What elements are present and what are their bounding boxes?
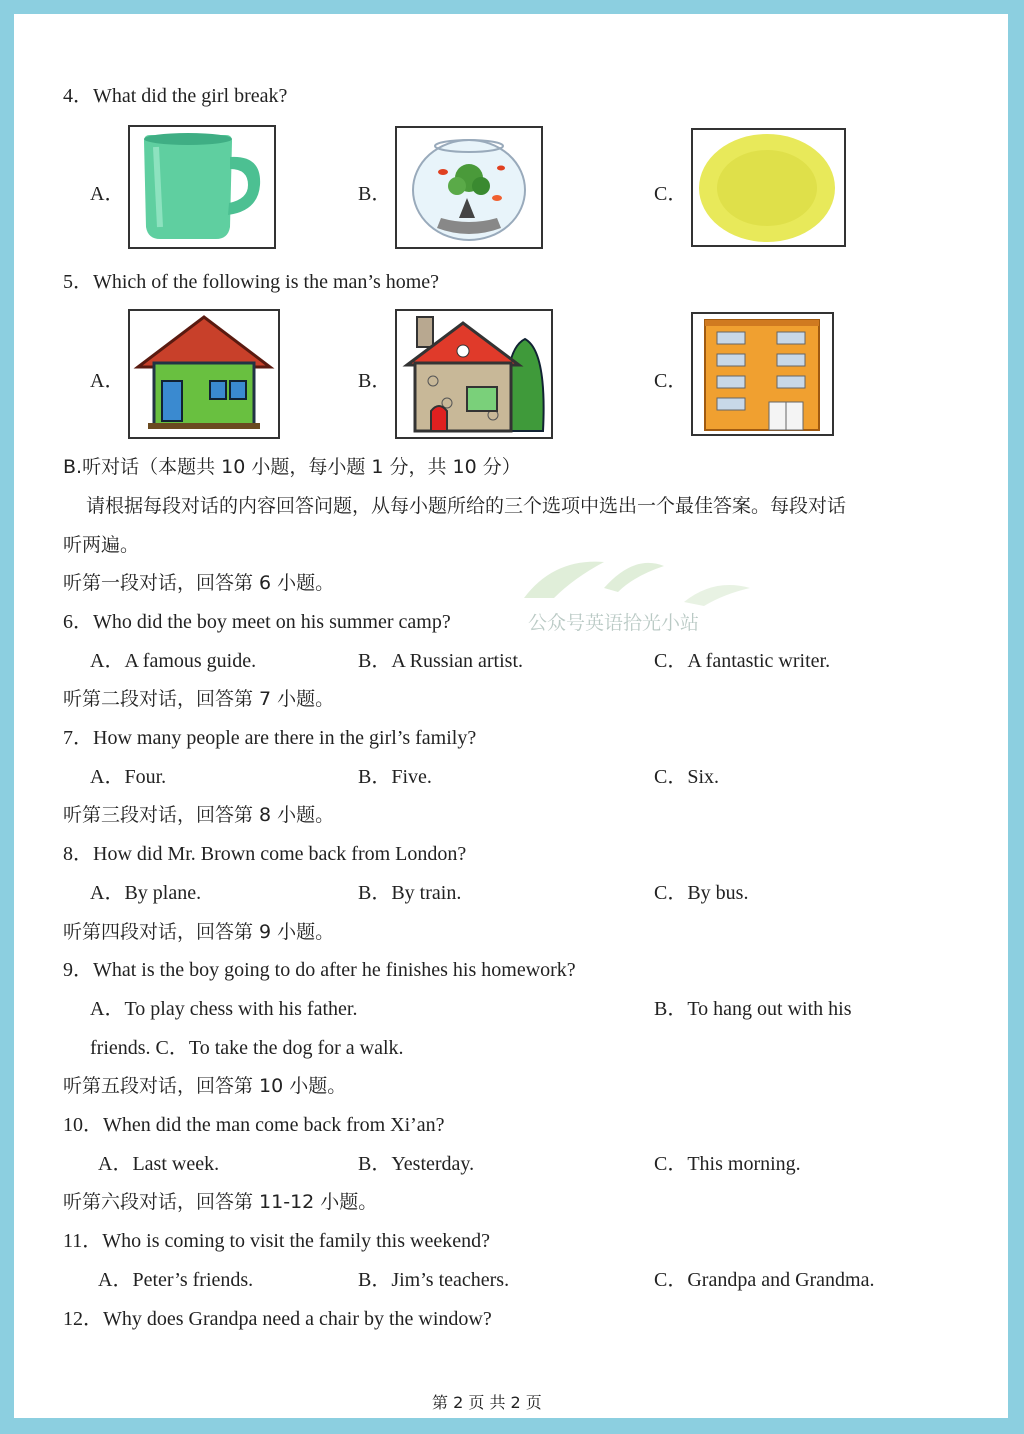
q11-option-c: C．Grandpa and Grandma. [654,1269,875,1291]
q5-option-c-label: C． [654,370,688,392]
dialog-2-heading: 听第二段对话，回答第 7 小题。 [63,688,335,710]
section-b-instruction-2: 听两遍。 [63,534,140,556]
q6-option-c: C．A fantastic writer. [654,650,831,672]
section-b-instruction-1: 请根据每段对话的内容回答问题，从每小题所给的三个选项中选出一个最佳答案。每段对话 [86,495,847,517]
q4-question: 4．What did the girl break? [63,85,288,107]
q4-option-a-label: A． [90,183,125,205]
green-house-icon [128,309,280,439]
q10-option-c: C．This morning. [654,1153,801,1175]
q6-option-b: B．A Russian artist. [358,650,524,672]
q5-question: 5．Which of the following is the man’s home? [63,271,440,293]
fishbowl-icon [395,126,543,249]
q8-option-c: C．By bus. [654,882,749,904]
q9-question: 9．What is the boy going to do after he finishes his homework? [63,959,576,981]
q8-question: 8．How did Mr. Brown come back from London? [63,843,467,865]
page-footer: 第 2 页 共 2 页 [432,1393,542,1412]
q9-option-a: A．To play chess with his father. [90,998,358,1020]
dialog-5-heading: 听第五段对话，回答第 10 小题。 [63,1075,347,1097]
leaf-logo-icon [514,548,754,608]
plate-icon [691,128,846,247]
q6-option-a: A．A famous guide. [90,650,257,672]
watermark-text: 公众号英语拾光小站 [528,612,700,634]
q9-option-b: B．To hang out with his [654,998,852,1020]
q7-option-a: A．Four. [90,766,167,788]
dialog-1-heading: 听第一段对话，回答第 6 小题。 [63,572,335,594]
q11-option-a: A．Peter’s friends. [98,1269,254,1291]
apartment-building-icon [691,312,834,436]
q4-option-c-label: C． [654,183,688,205]
q7-option-c: C．Six. [654,766,720,788]
q12-question: 12．Why does Grandpa need a chair by the window? [63,1308,492,1330]
q10-question: 10．When did the man come back from Xi’an? [63,1114,445,1136]
q4-option-b-label: B． [358,183,392,205]
q10-option-a: A．Last week. [98,1153,220,1175]
stone-house-icon [395,309,553,439]
q5-option-b-label: B． [358,370,392,392]
q5-option-a-label: A． [90,370,125,392]
mug-icon [128,125,276,249]
q10-option-b: B．Yesterday. [358,1153,475,1175]
q9-option-b-continued: friends. C．To take the dog for a walk. [90,1037,404,1059]
q8-option-a: A．By plane. [90,882,202,904]
section-b-title: B.听对话（本题共 10 小题，每小题 1 分，共 10 分） [63,456,521,478]
q7-question: 7．How many people are there in the girl’s family? [63,727,477,749]
q6-question: 6．Who did the boy meet on his summer camp? [63,611,451,633]
dialog-3-heading: 听第三段对话，回答第 8 小题。 [63,804,335,826]
q11-option-b: B．Jim’s teachers. [358,1269,510,1291]
q8-option-b: B．By train. [358,882,462,904]
q11-question: 11．Who is coming to visit the family this weekend? [63,1230,490,1252]
dialog-6-heading: 听第六段对话，回答第 11-12 小题。 [63,1191,378,1213]
exam-page [14,14,1008,1418]
dialog-4-heading: 听第四段对话，回答第 9 小题。 [63,921,335,943]
q7-option-b: B．Five. [358,766,432,788]
